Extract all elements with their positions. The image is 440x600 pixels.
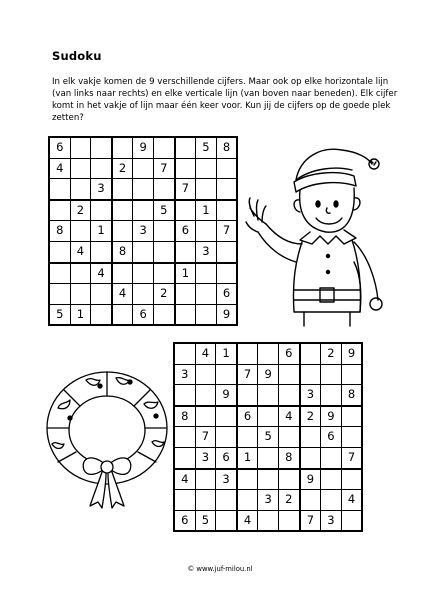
sudoku-cell: 3	[216, 469, 237, 490]
sudoku-cell: 9	[341, 343, 362, 364]
sudoku-cell: 6	[278, 343, 299, 364]
sudoku-cell	[321, 385, 342, 406]
sudoku-cell	[300, 343, 321, 364]
sudoku-cell	[112, 200, 133, 221]
sudoku-grid-2	[173, 342, 363, 532]
sudoku-cell	[341, 510, 362, 531]
sudoku-cell	[91, 284, 112, 305]
sudoku-cell	[196, 221, 217, 242]
sudoku-cell: 4	[278, 406, 299, 427]
sudoku-cell: 8	[174, 406, 195, 427]
sudoku-cell: 1	[70, 304, 91, 325]
sudoku-row	[174, 490, 362, 511]
sudoku-cell	[258, 510, 279, 531]
sudoku-cell: 4	[237, 510, 258, 531]
sudoku-cell	[91, 241, 112, 262]
sudoku-cell	[91, 304, 112, 325]
sudoku-row	[49, 200, 237, 221]
sudoku-cell	[174, 490, 195, 511]
sudoku-cell	[300, 490, 321, 511]
sudoku-cell	[112, 137, 133, 158]
sudoku-cell	[258, 469, 279, 490]
sudoku-cell: 6	[237, 406, 258, 427]
sudoku-cell	[112, 263, 133, 284]
sudoku-cell: 1	[216, 343, 237, 364]
footer-credit: © www.juf-milou.nl	[187, 565, 253, 573]
sudoku-cell	[258, 385, 279, 406]
sudoku-cell	[70, 137, 91, 158]
sudoku-cell: 3	[195, 447, 216, 468]
sudoku-cell	[278, 469, 299, 490]
sudoku-cell: 7	[237, 364, 258, 385]
sudoku-cell: 1	[175, 263, 196, 284]
sudoku-cell	[300, 427, 321, 448]
sudoku-cell	[174, 427, 195, 448]
sudoku-cell: 2	[321, 343, 342, 364]
sudoku-cell: 3	[321, 510, 342, 531]
sudoku-cell: 6	[133, 304, 154, 325]
sudoku-cell	[174, 447, 195, 468]
sudoku-cell	[49, 263, 70, 284]
sudoku-cell	[195, 469, 216, 490]
sudoku-cell: 9	[321, 406, 342, 427]
sudoku-cell	[237, 469, 258, 490]
sudoku-cell	[300, 447, 321, 468]
sudoku-cell	[216, 158, 237, 179]
sudoku-cell	[300, 364, 321, 385]
sudoku-cell: 5	[49, 304, 70, 325]
sudoku-cell: 4	[195, 343, 216, 364]
sudoku-cell	[153, 221, 174, 242]
sudoku-cell: 9	[216, 385, 237, 406]
sudoku-row	[174, 469, 362, 490]
sudoku-cell: 4	[112, 284, 133, 305]
sudoku-cell	[112, 304, 133, 325]
sudoku-cell	[49, 284, 70, 305]
sudoku-row	[49, 179, 237, 200]
instructions-line: komt in het vakje of lijn maar één keer voor. Kun jij de cijfers op de goede plek	[52, 101, 391, 111]
sudoku-cell: 2	[112, 158, 133, 179]
sudoku-cell: 7	[195, 427, 216, 448]
sudoku-cell: 8	[216, 137, 237, 158]
sudoku-cell: 2	[153, 284, 174, 305]
sudoku-cell: 5	[195, 510, 216, 531]
sudoku-cell: 9	[133, 137, 154, 158]
sudoku-cell: 3	[174, 364, 195, 385]
sudoku-cell	[195, 385, 216, 406]
sudoku-cell	[237, 427, 258, 448]
sudoku-cell: 3	[133, 221, 154, 242]
sudoku-cell: 7	[341, 447, 362, 468]
sudoku-cell	[174, 385, 195, 406]
sudoku-cell	[216, 406, 237, 427]
sudoku-cell	[153, 304, 174, 325]
sudoku-cell	[321, 490, 342, 511]
sudoku-cell	[237, 490, 258, 511]
sudoku-row	[49, 137, 237, 158]
instructions-line: In elk vakje komen de 9 verschillende cijfers. Maar ook op elke horizontale lijn	[52, 77, 389, 87]
sudoku-cell	[175, 137, 196, 158]
sudoku-cell	[237, 343, 258, 364]
sudoku-cell: 8	[112, 241, 133, 262]
sudoku-cell	[278, 427, 299, 448]
sudoku-cell: 6	[174, 510, 195, 531]
sudoku-cell: 9	[300, 469, 321, 490]
sudoku-cell: 7	[175, 179, 196, 200]
sudoku-cell	[278, 385, 299, 406]
sudoku-cell	[133, 284, 154, 305]
sudoku-cell	[133, 200, 154, 221]
sudoku-cell	[175, 200, 196, 221]
sudoku-cell	[216, 263, 237, 284]
sudoku-cell	[133, 263, 154, 284]
sudoku-cell	[49, 241, 70, 262]
sudoku-cell: 9	[216, 304, 237, 325]
sudoku-cell: 7	[300, 510, 321, 531]
sudoku-cell: 4	[49, 158, 70, 179]
sudoku-cell	[216, 490, 237, 511]
sudoku-cell	[341, 364, 362, 385]
sudoku-row	[49, 304, 237, 325]
sudoku-row	[49, 241, 237, 262]
sudoku-cell	[133, 179, 154, 200]
sudoku-cell	[91, 200, 112, 221]
sudoku-cell	[237, 385, 258, 406]
sudoku-cell	[321, 447, 342, 468]
sudoku-cell	[112, 179, 133, 200]
sudoku-cell: 8	[49, 221, 70, 242]
sudoku-row	[174, 447, 362, 468]
sudoku-cell: 9	[258, 364, 279, 385]
sudoku-cell: 8	[278, 447, 299, 468]
sudoku-cell: 6	[216, 447, 237, 468]
sudoku-cell	[258, 447, 279, 468]
sudoku-cell	[258, 406, 279, 427]
sudoku-cell	[216, 241, 237, 262]
sudoku-row	[174, 364, 362, 385]
sudoku-cell	[133, 158, 154, 179]
elf-illustration	[240, 140, 390, 330]
sudoku-cell	[196, 284, 217, 305]
sudoku-cell: 4	[174, 469, 195, 490]
sudoku-cell	[216, 364, 237, 385]
sudoku-cell	[278, 510, 299, 531]
sudoku-cell: 6	[49, 137, 70, 158]
sudoku-cell: 3	[91, 179, 112, 200]
sudoku-cell: 6	[321, 427, 342, 448]
sudoku-cell: 6	[216, 284, 237, 305]
sudoku-row	[174, 427, 362, 448]
sudoku-cell	[112, 221, 133, 242]
sudoku-cell: 3	[258, 490, 279, 511]
sudoku-cell: 1	[196, 200, 217, 221]
sudoku-cell: 4	[341, 490, 362, 511]
sudoku-cell	[196, 179, 217, 200]
sudoku-cell	[341, 427, 362, 448]
sudoku-cell	[216, 200, 237, 221]
sudoku-cell	[216, 510, 237, 531]
sudoku-row	[49, 284, 237, 305]
sudoku-cell	[321, 469, 342, 490]
sudoku-cell	[153, 137, 174, 158]
sudoku-cell: 7	[216, 221, 237, 242]
sudoku-row	[49, 158, 237, 179]
sudoku-row	[174, 510, 362, 531]
sudoku-cell: 4	[70, 241, 91, 262]
sudoku-cell	[175, 158, 196, 179]
sudoku-cell: 2	[70, 200, 91, 221]
sudoku-cell: 1	[91, 221, 112, 242]
sudoku-cell: 6	[175, 221, 196, 242]
sudoku-cell	[70, 284, 91, 305]
sudoku-cell	[175, 284, 196, 305]
sudoku-cell	[153, 241, 174, 262]
sudoku-cell	[195, 490, 216, 511]
sudoku-cell: 2	[278, 490, 299, 511]
sudoku-row	[49, 221, 237, 242]
sudoku-cell: 1	[237, 447, 258, 468]
sudoku-cell	[70, 158, 91, 179]
sudoku-cell	[174, 343, 195, 364]
sudoku-cell	[196, 158, 217, 179]
sudoku-cell	[49, 179, 70, 200]
sudoku-cell	[153, 179, 174, 200]
sudoku-cell	[175, 241, 196, 262]
sudoku-cell	[153, 263, 174, 284]
sudoku-grid-1	[48, 136, 238, 326]
sudoku-cell: 3	[196, 241, 217, 262]
sudoku-cell	[195, 406, 216, 427]
sudoku-cell	[133, 241, 154, 262]
instructions	[52, 76, 402, 124]
sudoku-cell	[91, 137, 112, 158]
sudoku-cell: 7	[153, 158, 174, 179]
sudoku-row	[174, 406, 362, 427]
wreath-illustration	[44, 366, 174, 516]
sudoku-cell	[49, 200, 70, 221]
instructions-line: zetten?	[52, 113, 84, 123]
sudoku-cell	[70, 221, 91, 242]
sudoku-cell	[216, 427, 237, 448]
instructions-line: (van links naar rechts) en elke verticale lijn (van boven naar beneden). Elk cijfer	[52, 89, 398, 99]
sudoku-cell: 8	[341, 385, 362, 406]
sudoku-cell: 4	[91, 263, 112, 284]
sudoku-cell	[216, 179, 237, 200]
sudoku-cell: 5	[153, 200, 174, 221]
sudoku-cell	[278, 364, 299, 385]
sudoku-cell	[70, 263, 91, 284]
page-title: Sudoku	[52, 49, 102, 63]
sudoku-cell: 3	[300, 385, 321, 406]
sudoku-cell: 5	[196, 137, 217, 158]
sudoku-row	[174, 385, 362, 406]
sudoku-row	[174, 343, 362, 364]
sudoku-cell	[196, 304, 217, 325]
sudoku-cell	[341, 469, 362, 490]
sudoku-cell	[321, 364, 342, 385]
sudoku-cell	[196, 263, 217, 284]
sudoku-cell	[70, 179, 91, 200]
sudoku-cell	[195, 364, 216, 385]
sudoku-cell	[341, 406, 362, 427]
sudoku-cell	[258, 343, 279, 364]
sudoku-cell	[175, 304, 196, 325]
sudoku-cell: 2	[300, 406, 321, 427]
sudoku-cell	[91, 158, 112, 179]
sudoku-cell: 5	[258, 427, 279, 448]
sudoku-row	[49, 263, 237, 284]
